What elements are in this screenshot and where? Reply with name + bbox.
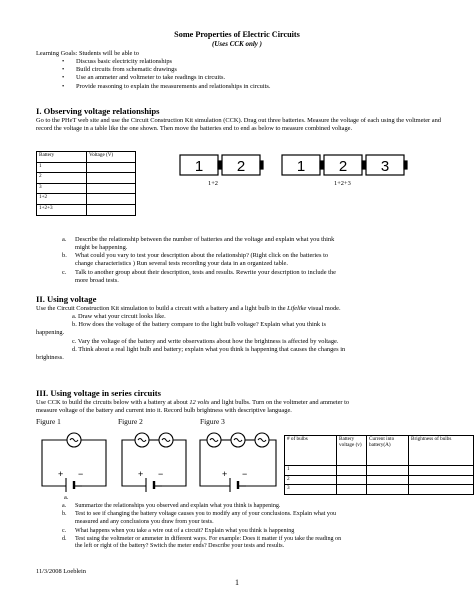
table-cell bbox=[367, 466, 409, 476]
table-cell bbox=[337, 485, 367, 495]
question-line: the left or right of the battery? Switch the meter ends? Describe your tests and results. bbox=[75, 543, 285, 550]
bulb-filament bbox=[234, 439, 242, 442]
figure-3-circuit bbox=[196, 430, 280, 492]
battery-number: 1 bbox=[296, 158, 306, 175]
question-item bbox=[62, 511, 452, 527]
question-marker: a. bbox=[62, 236, 67, 243]
section2-heading: II. Using voltage bbox=[36, 294, 97, 304]
question-marker: b. bbox=[62, 252, 67, 260]
question-marker: c. bbox=[62, 527, 67, 534]
question-item bbox=[62, 269, 442, 285]
table-cell: 1+2 bbox=[37, 194, 87, 205]
page-number: 1 bbox=[235, 578, 239, 587]
batteries-1-2-diagram bbox=[178, 152, 268, 178]
battery-number: 3 bbox=[380, 158, 390, 175]
plus-sign: + bbox=[58, 469, 64, 479]
question-line: a. Draw what your circuit looks like. bbox=[72, 313, 166, 320]
question-line: brightness. bbox=[36, 353, 64, 361]
table-header-cell: Brightness of bulbs bbox=[409, 436, 474, 466]
minus-sign: − bbox=[158, 469, 164, 479]
question-line: might be happening. bbox=[75, 243, 128, 251]
question-line: Talk to another group about their description, tests and results. Rewrite your description to include the bbox=[75, 268, 336, 276]
lone-item-marker: a. bbox=[64, 494, 69, 501]
table-row bbox=[285, 475, 474, 485]
intro-text: Use the Circuit Construction Kit simulation to build a circuit with a battery and a light bulb in the bbox=[36, 305, 288, 312]
goal-item: • Build circuits from schematic drawings bbox=[62, 66, 271, 74]
section3-intro-line2: measure voltage of the battery and current into it. Record bulb brightness with descriptive language. bbox=[36, 407, 292, 414]
battery-terminal bbox=[218, 161, 221, 169]
question-line: happening. bbox=[36, 329, 65, 337]
table-cell bbox=[87, 183, 136, 194]
question-line: c. Vary the voltage of the battery and write observations about how the brightness is affected by voltage. bbox=[72, 337, 339, 345]
table-cell bbox=[337, 475, 367, 485]
table-header-cell: Battery voltage (v) bbox=[337, 436, 367, 466]
question-marker: d. bbox=[62, 535, 67, 542]
question-marker: b. bbox=[62, 511, 67, 518]
battery-voltage-table bbox=[36, 151, 136, 216]
section1-questions bbox=[62, 236, 442, 285]
learning-goals-list bbox=[62, 58, 271, 91]
question-item bbox=[62, 236, 442, 252]
question-line: d. Think about a real light bulb and battery; explain what you think is happening that causes the changes in bbox=[72, 345, 346, 353]
table-row bbox=[37, 183, 136, 194]
document-subtitle: (Uses CCK only ) bbox=[212, 40, 262, 48]
table-row bbox=[285, 466, 474, 476]
question-line: Test using the voltmeter or ammeter in different ways. For example: Does it matter if you take the reading on bbox=[75, 535, 342, 542]
table-row bbox=[37, 194, 136, 205]
table-cell bbox=[409, 485, 474, 495]
battery-number: 1 bbox=[194, 158, 204, 175]
table-cell bbox=[337, 466, 367, 476]
goal-item: • Discuss basic electricity relationships bbox=[62, 58, 271, 66]
table-header-row bbox=[37, 152, 136, 163]
table-cell bbox=[367, 475, 409, 485]
series-circuit-table bbox=[284, 435, 474, 495]
table-cell bbox=[87, 162, 136, 173]
question-line: b. How does the voltage of the battery compare to the light bulb voltage? Explain what you think is bbox=[72, 321, 326, 329]
table-row bbox=[37, 173, 136, 184]
table-row bbox=[37, 162, 136, 173]
question-marker: a. bbox=[62, 503, 67, 509]
table-cell: 1+2+3 bbox=[37, 204, 87, 215]
bulb-filament bbox=[138, 439, 146, 442]
table-cell bbox=[87, 173, 136, 184]
table-cell: 1 bbox=[285, 466, 337, 476]
batteries-1-2-3-diagram bbox=[280, 152, 412, 178]
figure-1-circuit bbox=[38, 430, 110, 492]
table-cell bbox=[87, 194, 136, 205]
footer-date-author: 11/3/2008 Loeblein bbox=[36, 568, 86, 575]
table-row bbox=[285, 485, 474, 495]
table-cell: 2 bbox=[37, 173, 87, 184]
diagram-caption-1-2: 1+2 bbox=[208, 180, 218, 187]
minus-sign: − bbox=[242, 469, 248, 479]
table-header-cell: # of bulbs bbox=[285, 436, 337, 466]
question-line: more broad tests. bbox=[75, 276, 119, 284]
section2-questions bbox=[36, 313, 446, 362]
battery-terminal bbox=[362, 161, 365, 169]
section3-questions bbox=[62, 503, 452, 552]
table-cell: 1 bbox=[37, 162, 87, 173]
question-line: What could you vary to test your description about the relationship? (Right click on the batteries to bbox=[75, 252, 329, 260]
circuit-wire bbox=[42, 440, 67, 486]
intro-emphasis: Lifelike bbox=[287, 305, 307, 312]
battery-number: 2 bbox=[338, 158, 348, 175]
figure-2-label: Figure 2 bbox=[118, 417, 143, 426]
table-cell: 3 bbox=[37, 183, 87, 194]
bulb-filament bbox=[210, 439, 218, 442]
battery-number: 2 bbox=[236, 158, 246, 175]
question-item bbox=[62, 536, 452, 552]
table-row bbox=[37, 204, 136, 215]
circuit-wire bbox=[81, 440, 106, 486]
minus-sign: − bbox=[78, 469, 84, 479]
battery-terminal bbox=[320, 161, 323, 169]
question-line: Describe the relationship between the number of batteries and the voltage and explain what you think bbox=[75, 236, 335, 243]
table-header-cell: Voltage (V) bbox=[87, 152, 136, 163]
intro-text: Use CCK to build the circuits below with a battery at about bbox=[36, 399, 190, 406]
document-title: Some Properties of Electric Circuits bbox=[174, 30, 300, 39]
plus-sign: + bbox=[222, 469, 228, 479]
goal-item: • Use an ammeter and voltmeter to take readings in circuits. bbox=[62, 74, 271, 82]
table-cell bbox=[87, 204, 136, 215]
table-header-cell: Battery bbox=[37, 152, 87, 163]
plus-sign: + bbox=[138, 469, 144, 479]
section2-intro bbox=[36, 305, 441, 313]
bulb-filament bbox=[258, 439, 266, 442]
figure-2-circuit bbox=[118, 430, 190, 492]
intro-text: and light bulbs. Turn on the voltmeter and ammeter to bbox=[209, 399, 350, 406]
goal-item: • Provide reasoning to explain the measurements and relationships in circuits. bbox=[62, 83, 271, 91]
bulb-filament bbox=[162, 439, 170, 442]
question-item bbox=[62, 528, 452, 536]
diagram-caption-1-2-3: 1+2+3 bbox=[334, 180, 351, 187]
table-cell: 3 bbox=[285, 485, 337, 495]
table-cell bbox=[409, 475, 474, 485]
figure-3-label: Figure 3 bbox=[200, 417, 225, 426]
table-cell: 2 bbox=[285, 475, 337, 485]
section3-intro bbox=[36, 399, 441, 407]
question-line: Summarize the relationships you observed and explain what you think is happening. bbox=[75, 503, 281, 509]
question-line: What happens when you take a wire out of a circuit? Explain what you think is happening bbox=[75, 527, 295, 534]
question-line: change characteristics ) Run several tests recording your data in an organized table. bbox=[75, 260, 288, 268]
question-marker: c. bbox=[62, 268, 67, 276]
battery-terminal bbox=[404, 161, 407, 169]
learning-goals-label: Learning Goals: Students will be able to bbox=[36, 50, 139, 57]
question-item bbox=[62, 252, 442, 268]
bulb-filament bbox=[70, 439, 78, 442]
section1-intro: Go to the PHeT web site and use the Circuit Construction Kit simulation (CCK). Drag out three batteries. Measure the voltage of each using the voltmeter and record the voltage in a table like the one shown. Then move the batteries end to end as below to measure combined voltage. bbox=[36, 117, 441, 132]
table-header-row bbox=[285, 436, 474, 466]
table-cell bbox=[367, 485, 409, 495]
section1-heading: I. Observing voltage relationships bbox=[36, 106, 160, 116]
question-line: measured and any conclusions you draw from your tests. bbox=[75, 518, 214, 525]
question-line: Test to see if changing the battery voltage causes you to modify any of your conclusions. Explain what you bbox=[75, 511, 337, 518]
section3-heading: III. Using voltage in series circuits bbox=[36, 388, 161, 398]
intro-text: visual mode. bbox=[306, 305, 341, 312]
intro-emphasis: 12 volts bbox=[189, 399, 210, 406]
table-header-cell: Current into battery(A) bbox=[367, 436, 409, 466]
table-cell bbox=[409, 466, 474, 476]
battery-terminal bbox=[260, 161, 263, 169]
figure-1-label: Figure 1 bbox=[36, 417, 61, 426]
